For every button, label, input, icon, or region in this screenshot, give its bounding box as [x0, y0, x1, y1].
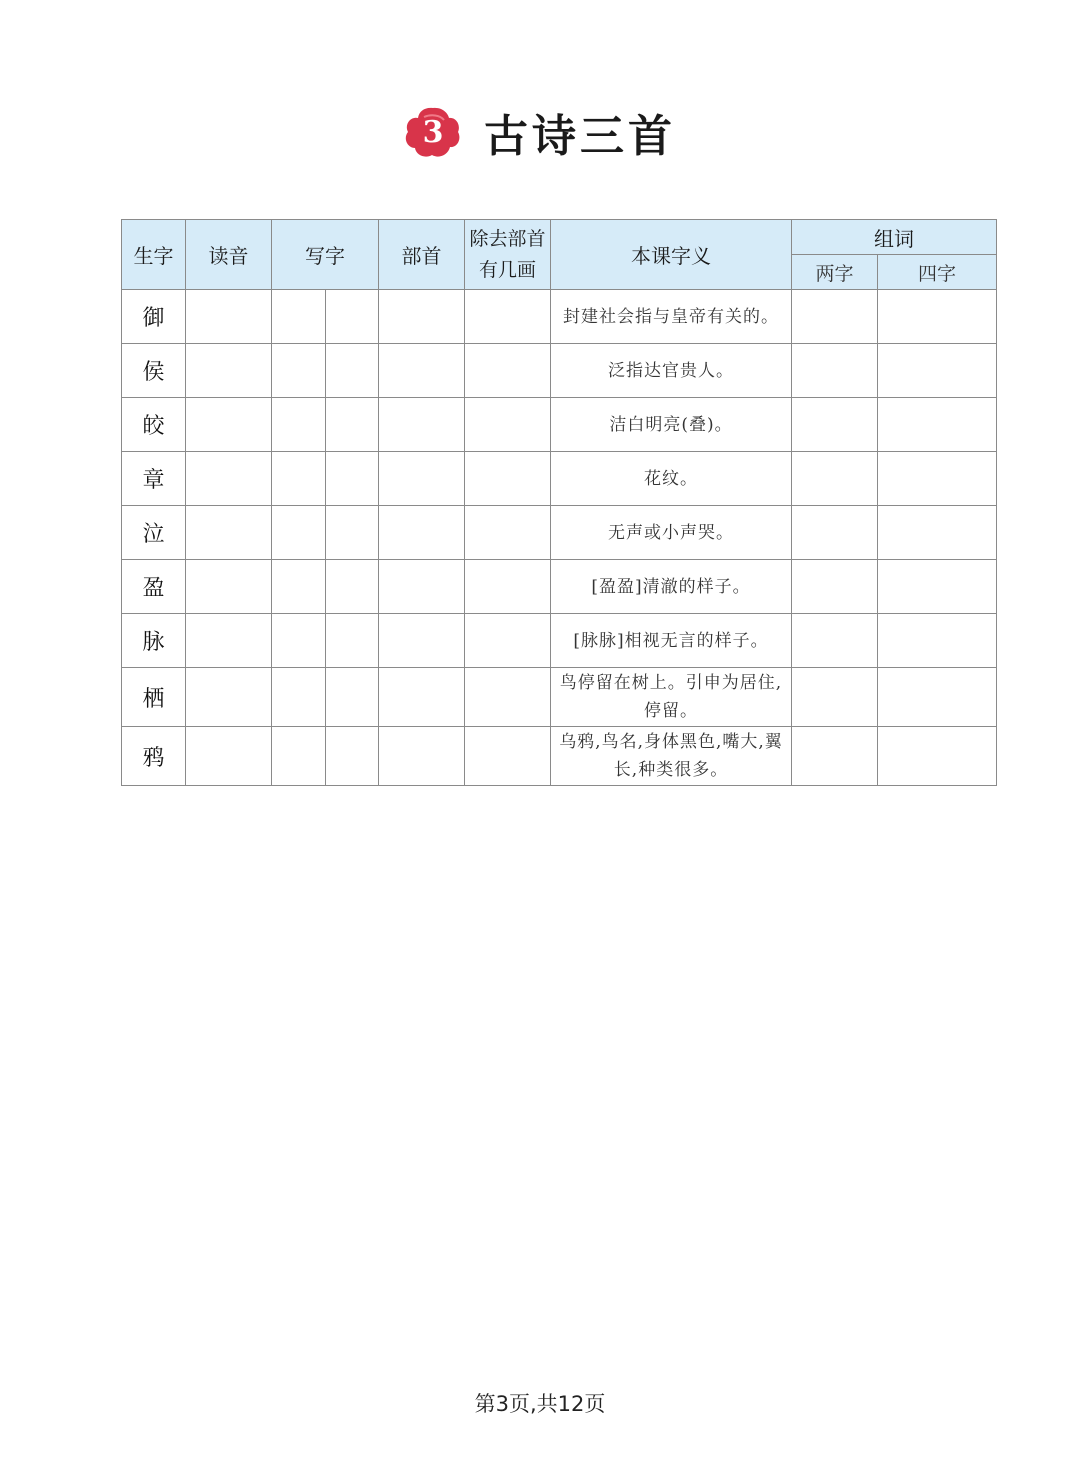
row-meaning: 乌鸦,鸟名,身体黑色,嘴大,翼长,种类很多。: [551, 727, 792, 786]
header-chuqu: [465, 220, 551, 290]
row-char: 盈: [122, 560, 186, 614]
table-row: [122, 506, 997, 560]
liangzi-cell[interactable]: [792, 344, 878, 398]
row-meaning: 洁白明亮(叠)。: [551, 398, 792, 452]
sizi-cell[interactable]: [878, 452, 997, 506]
xiezi-cell[interactable]: [272, 560, 326, 614]
xiezi-cell[interactable]: [326, 668, 379, 727]
lesson-heading: [0, 100, 1080, 164]
sizi-cell[interactable]: [878, 506, 997, 560]
header-bushou: 部首: [379, 220, 465, 290]
duyin-cell[interactable]: [186, 727, 272, 786]
row-char: 鸦: [122, 727, 186, 786]
table-row: [122, 344, 997, 398]
duyin-cell[interactable]: [186, 452, 272, 506]
sizi-cell[interactable]: [878, 560, 997, 614]
sizi-cell[interactable]: [878, 668, 997, 727]
row-meaning: [脉脉]相视无言的样子。: [551, 614, 792, 668]
xiezi-cell[interactable]: [326, 614, 379, 668]
duyin-cell[interactable]: [186, 560, 272, 614]
sizi-cell[interactable]: [878, 290, 997, 344]
table-row: [122, 452, 997, 506]
sizi-cell[interactable]: [878, 398, 997, 452]
bihua-cell[interactable]: [465, 560, 551, 614]
liangzi-cell[interactable]: [792, 727, 878, 786]
bihua-cell[interactable]: [465, 344, 551, 398]
bihua-cell[interactable]: [465, 452, 551, 506]
page-indicator: 第3页,共12页: [474, 1392, 606, 1416]
table-row: [122, 398, 997, 452]
xiezi-cell[interactable]: [326, 452, 379, 506]
header-chuqu-line1: 除去部首: [469, 227, 546, 250]
row-char: 皎: [122, 398, 186, 452]
xiezi-cell[interactable]: [272, 398, 326, 452]
xiezi-cell[interactable]: [272, 614, 326, 668]
header-xiezi: 写字: [272, 220, 379, 290]
header-chuqu-line2: 有几画: [478, 258, 536, 281]
row-char: 侯: [122, 344, 186, 398]
liangzi-cell[interactable]: [792, 560, 878, 614]
xiezi-cell[interactable]: [272, 727, 326, 786]
duyin-cell[interactable]: [186, 614, 272, 668]
bushou-cell[interactable]: [379, 668, 465, 727]
header-liangzi: 两字: [792, 255, 878, 290]
header-ziyi: 本课字义: [551, 220, 792, 290]
bushou-cell[interactable]: [379, 560, 465, 614]
bihua-cell[interactable]: [465, 614, 551, 668]
duyin-cell[interactable]: [186, 398, 272, 452]
row-char: 御: [122, 290, 186, 344]
liangzi-cell[interactable]: [792, 506, 878, 560]
bihua-cell[interactable]: [465, 398, 551, 452]
xiezi-cell[interactable]: [326, 398, 379, 452]
xiezi-cell[interactable]: [272, 668, 326, 727]
sizi-cell[interactable]: [878, 727, 997, 786]
row-meaning: 封建社会指与皇帝有关的。: [551, 290, 792, 344]
sizi-cell[interactable]: [878, 344, 997, 398]
header-duyin: 读音: [186, 220, 272, 290]
row-char: 脉: [122, 614, 186, 668]
header-shengzi: 生字: [122, 220, 186, 290]
header-zuci: 组词: [792, 220, 997, 255]
bushou-cell[interactable]: [379, 452, 465, 506]
row-meaning: 无声或小声哭。: [551, 506, 792, 560]
xiezi-cell[interactable]: [272, 506, 326, 560]
bihua-cell[interactable]: [465, 668, 551, 727]
bushou-cell[interactable]: [379, 344, 465, 398]
row-meaning: 泛指达官贵人。: [551, 344, 792, 398]
bihua-cell[interactable]: [465, 727, 551, 786]
bushou-cell[interactable]: [379, 727, 465, 786]
xiezi-cell[interactable]: [272, 452, 326, 506]
vocabulary-table: [121, 219, 997, 786]
liangzi-cell[interactable]: [792, 398, 878, 452]
table-row: [122, 560, 997, 614]
row-char: 章: [122, 452, 186, 506]
xiezi-cell[interactable]: [272, 344, 326, 398]
liangzi-cell[interactable]: [792, 668, 878, 727]
bushou-cell[interactable]: [379, 398, 465, 452]
row-char: 泣: [122, 506, 186, 560]
xiezi-cell[interactable]: [326, 290, 379, 344]
lesson-number: 3: [422, 114, 444, 150]
row-char: 栖: [122, 668, 186, 727]
duyin-cell[interactable]: [186, 668, 272, 727]
sizi-cell[interactable]: [878, 614, 997, 668]
bushou-cell[interactable]: [379, 614, 465, 668]
table-row: [122, 668, 997, 727]
row-meaning: 鸟停留在树上。引申为居住,停留。: [551, 668, 792, 727]
bihua-cell[interactable]: [465, 290, 551, 344]
lesson-number-badge: [404, 105, 462, 159]
table-row: [122, 727, 997, 786]
xiezi-cell[interactable]: [272, 290, 326, 344]
xiezi-cell[interactable]: [326, 727, 379, 786]
xiezi-cell[interactable]: [326, 506, 379, 560]
duyin-cell[interactable]: [186, 290, 272, 344]
header-sizi: 四字: [878, 255, 997, 290]
liangzi-cell[interactable]: [792, 614, 878, 668]
row-meaning: [盈盈]清澈的样子。: [551, 560, 792, 614]
liangzi-cell[interactable]: [792, 452, 878, 506]
row-meaning: 花纹。: [551, 452, 792, 506]
bihua-cell[interactable]: [465, 506, 551, 560]
bushou-cell[interactable]: [379, 290, 465, 344]
bushou-cell[interactable]: [379, 506, 465, 560]
lesson-title: 古诗三首: [484, 111, 676, 162]
duyin-cell[interactable]: [186, 506, 272, 560]
table-row: [122, 290, 997, 344]
duyin-cell[interactable]: [186, 344, 272, 398]
xiezi-cell[interactable]: [326, 344, 379, 398]
liangzi-cell[interactable]: [792, 290, 878, 344]
table-row: [122, 614, 997, 668]
xiezi-cell[interactable]: [326, 560, 379, 614]
